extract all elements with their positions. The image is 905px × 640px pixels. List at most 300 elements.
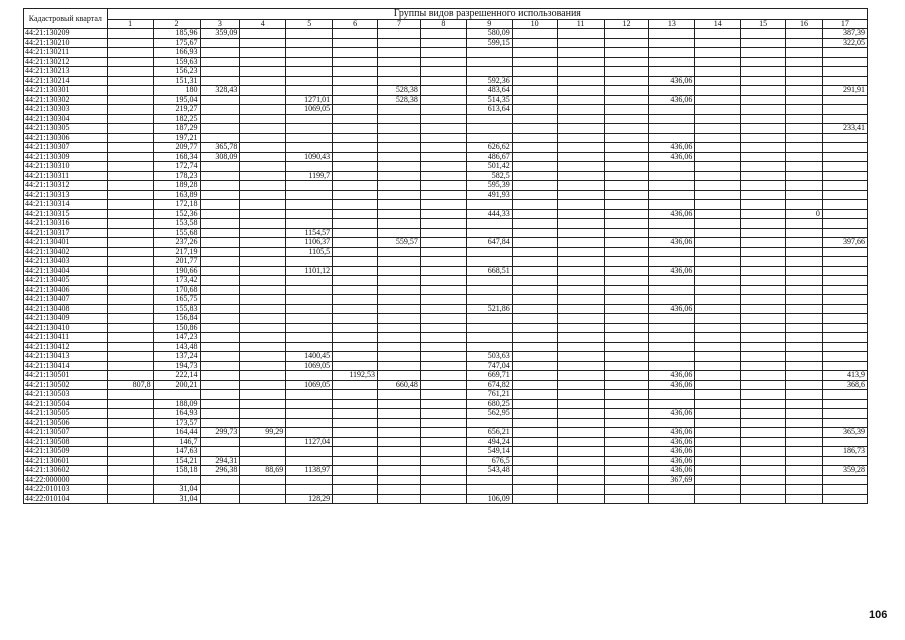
value-cell-group-17 bbox=[822, 114, 867, 124]
value-cell-group-8 bbox=[420, 304, 466, 314]
value-cell-group-7 bbox=[378, 352, 421, 362]
value-cell-group-7 bbox=[378, 390, 421, 400]
value-cell-group-13 bbox=[649, 38, 695, 48]
value-cell-group-10 bbox=[512, 38, 557, 48]
value-cell-group-4 bbox=[240, 323, 286, 333]
cadastral-quarter-cell: 44:21:130212 bbox=[24, 57, 108, 67]
value-cell-group-16 bbox=[786, 323, 823, 333]
value-cell-group-14 bbox=[695, 409, 741, 419]
value-cell-group-16 bbox=[786, 124, 823, 134]
value-cell-group-8 bbox=[420, 67, 466, 77]
value-cell-group-16 bbox=[786, 494, 823, 504]
value-cell-group-17 bbox=[822, 475, 867, 485]
value-cell-group-1 bbox=[107, 437, 153, 447]
value-cell-group-14 bbox=[695, 295, 741, 305]
value-cell-group-16 bbox=[786, 200, 823, 210]
value-cell-group-15 bbox=[741, 342, 786, 352]
value-cell-group-11 bbox=[557, 494, 604, 504]
value-cell-group-1 bbox=[107, 114, 153, 124]
value-cell-group-12 bbox=[604, 323, 649, 333]
value-cell-group-8 bbox=[420, 333, 466, 343]
value-cell-group-15 bbox=[741, 48, 786, 58]
cadastral-quarter-cell: 44:21:130314 bbox=[24, 200, 108, 210]
table-row bbox=[24, 466, 868, 476]
value-cell-group-5 bbox=[286, 67, 333, 77]
value-cell-group-15 bbox=[741, 171, 786, 181]
value-cell-group-13 bbox=[649, 133, 695, 143]
value-cell-group-10 bbox=[512, 323, 557, 333]
value-cell-group-6 bbox=[333, 285, 378, 295]
column-number-2: 2 bbox=[153, 20, 200, 29]
value-cell-group-8 bbox=[420, 38, 466, 48]
value-cell-group-9: 595,39 bbox=[466, 181, 512, 191]
value-cell-group-10 bbox=[512, 152, 557, 162]
value-cell-group-4 bbox=[240, 143, 286, 153]
value-cell-group-5: 1400,45 bbox=[286, 352, 333, 362]
value-cell-group-9: 674,82 bbox=[466, 380, 512, 390]
value-cell-group-5 bbox=[286, 29, 333, 39]
value-cell-group-15 bbox=[741, 304, 786, 314]
value-cell-group-12 bbox=[604, 171, 649, 181]
value-cell-group-5: 1069,05 bbox=[286, 380, 333, 390]
value-cell-group-7 bbox=[378, 428, 421, 438]
value-cell-group-11 bbox=[557, 238, 604, 248]
value-cell-group-17: 368,6 bbox=[822, 380, 867, 390]
value-cell-group-8 bbox=[420, 238, 466, 248]
value-cell-group-10 bbox=[512, 143, 557, 153]
value-cell-group-5: 1105,5 bbox=[286, 247, 333, 257]
value-cell-group-10 bbox=[512, 333, 557, 343]
value-cell-group-6 bbox=[333, 399, 378, 409]
value-cell-group-12 bbox=[604, 447, 649, 457]
value-cell-group-13 bbox=[649, 190, 695, 200]
value-cell-group-7 bbox=[378, 323, 421, 333]
value-cell-group-9 bbox=[466, 333, 512, 343]
value-cell-group-15 bbox=[741, 276, 786, 286]
value-cell-group-8 bbox=[420, 95, 466, 105]
value-cell-group-2: 195,04 bbox=[153, 95, 200, 105]
value-cell-group-5 bbox=[286, 76, 333, 86]
value-cell-group-16 bbox=[786, 390, 823, 400]
value-cell-group-15 bbox=[741, 143, 786, 153]
value-cell-group-15 bbox=[741, 380, 786, 390]
value-cell-group-4 bbox=[240, 285, 286, 295]
value-cell-group-14 bbox=[695, 314, 741, 324]
value-cell-group-4 bbox=[240, 342, 286, 352]
value-cell-group-6 bbox=[333, 409, 378, 419]
value-cell-group-4 bbox=[240, 314, 286, 324]
value-cell-group-3 bbox=[200, 333, 240, 343]
value-cell-group-3 bbox=[200, 105, 240, 115]
value-cell-group-10 bbox=[512, 428, 557, 438]
value-cell-group-4 bbox=[240, 95, 286, 105]
value-cell-group-15 bbox=[741, 418, 786, 428]
value-cell-group-7 bbox=[378, 371, 421, 381]
value-cell-group-12 bbox=[604, 29, 649, 39]
value-cell-group-5: 1271,01 bbox=[286, 95, 333, 105]
table-row bbox=[24, 152, 868, 162]
value-cell-group-8 bbox=[420, 133, 466, 143]
value-cell-group-6 bbox=[333, 124, 378, 134]
value-cell-group-15 bbox=[741, 257, 786, 267]
value-cell-group-15 bbox=[741, 29, 786, 39]
value-cell-group-10 bbox=[512, 190, 557, 200]
value-cell-group-12 bbox=[604, 105, 649, 115]
value-cell-group-1 bbox=[107, 133, 153, 143]
value-cell-group-5: 128,29 bbox=[286, 494, 333, 504]
cadastral-quarter-cell: 44:21:130503 bbox=[24, 390, 108, 400]
value-cell-group-13 bbox=[649, 114, 695, 124]
value-cell-group-17 bbox=[822, 200, 867, 210]
value-cell-group-3: 299,73 bbox=[200, 428, 240, 438]
value-cell-group-8 bbox=[420, 314, 466, 324]
value-cell-group-2 bbox=[153, 390, 200, 400]
value-cell-group-14 bbox=[695, 162, 741, 172]
value-cell-group-7 bbox=[378, 342, 421, 352]
value-cell-group-6 bbox=[333, 494, 378, 504]
value-cell-group-4 bbox=[240, 418, 286, 428]
value-cell-group-14 bbox=[695, 48, 741, 58]
value-cell-group-1 bbox=[107, 152, 153, 162]
value-cell-group-14 bbox=[695, 95, 741, 105]
table-row bbox=[24, 475, 868, 485]
value-cell-group-3 bbox=[200, 295, 240, 305]
value-cell-group-3 bbox=[200, 219, 240, 229]
value-cell-group-2 bbox=[153, 475, 200, 485]
value-cell-group-9 bbox=[466, 314, 512, 324]
value-cell-group-15 bbox=[741, 57, 786, 67]
value-cell-group-4: 88,69 bbox=[240, 466, 286, 476]
value-cell-group-17 bbox=[822, 342, 867, 352]
value-cell-group-12 bbox=[604, 494, 649, 504]
value-cell-group-1 bbox=[107, 238, 153, 248]
value-cell-group-2: 188,09 bbox=[153, 399, 200, 409]
value-cell-group-4 bbox=[240, 133, 286, 143]
value-cell-group-8 bbox=[420, 247, 466, 257]
value-cell-group-2: 154,21 bbox=[153, 456, 200, 466]
cadastral-quarter-cell: 44:21:130213 bbox=[24, 67, 108, 77]
value-cell-group-12 bbox=[604, 228, 649, 238]
value-cell-group-6 bbox=[333, 257, 378, 267]
cadastral-quarter-cell: 44:21:130401 bbox=[24, 238, 108, 248]
value-cell-group-9: 599,15 bbox=[466, 38, 512, 48]
value-cell-group-16: 0 bbox=[786, 209, 823, 219]
value-cell-group-4 bbox=[240, 485, 286, 495]
value-cell-group-3 bbox=[200, 95, 240, 105]
value-cell-group-17 bbox=[822, 390, 867, 400]
value-cell-group-14 bbox=[695, 238, 741, 248]
value-cell-group-16 bbox=[786, 38, 823, 48]
value-cell-group-1 bbox=[107, 428, 153, 438]
value-cell-group-11 bbox=[557, 133, 604, 143]
value-cell-group-2: 197,21 bbox=[153, 133, 200, 143]
value-cell-group-14 bbox=[695, 152, 741, 162]
value-cell-group-9: 626,62 bbox=[466, 143, 512, 153]
value-cell-group-6 bbox=[333, 323, 378, 333]
value-cell-group-17 bbox=[822, 181, 867, 191]
value-cell-group-12 bbox=[604, 57, 649, 67]
value-cell-group-10 bbox=[512, 105, 557, 115]
column-number-15: 15 bbox=[741, 20, 786, 29]
value-cell-group-11 bbox=[557, 447, 604, 457]
table-row bbox=[24, 57, 868, 67]
value-cell-group-17 bbox=[822, 67, 867, 77]
value-cell-group-11 bbox=[557, 95, 604, 105]
value-cell-group-16 bbox=[786, 380, 823, 390]
value-cell-group-9: 761,21 bbox=[466, 390, 512, 400]
value-cell-group-6 bbox=[333, 200, 378, 210]
value-cell-group-5 bbox=[286, 209, 333, 219]
value-cell-group-8 bbox=[420, 456, 466, 466]
table-row bbox=[24, 67, 868, 77]
table-row bbox=[24, 171, 868, 181]
value-cell-group-16 bbox=[786, 485, 823, 495]
value-cell-group-6 bbox=[333, 152, 378, 162]
value-cell-group-2: 201,77 bbox=[153, 257, 200, 267]
value-cell-group-12 bbox=[604, 133, 649, 143]
value-cell-group-11 bbox=[557, 437, 604, 447]
value-cell-group-7 bbox=[378, 418, 421, 428]
value-cell-group-6: 1192,53 bbox=[333, 371, 378, 381]
table-row bbox=[24, 105, 868, 115]
cadastral-quarter-cell: 44:21:130306 bbox=[24, 133, 108, 143]
table-row bbox=[24, 200, 868, 210]
value-cell-group-7 bbox=[378, 200, 421, 210]
value-cell-group-10 bbox=[512, 390, 557, 400]
value-cell-group-13: 436,06 bbox=[649, 152, 695, 162]
value-cell-group-9: 647,84 bbox=[466, 238, 512, 248]
header-usage-groups: Группы видов разрешенного использования bbox=[107, 9, 867, 20]
value-cell-group-3 bbox=[200, 276, 240, 286]
value-cell-group-11 bbox=[557, 228, 604, 238]
value-cell-group-13 bbox=[649, 29, 695, 39]
value-cell-group-2: 170,68 bbox=[153, 285, 200, 295]
value-cell-group-6 bbox=[333, 352, 378, 362]
cadastral-quarter-cell: 44:21:130316 bbox=[24, 219, 108, 229]
table-row bbox=[24, 266, 868, 276]
value-cell-group-8 bbox=[420, 342, 466, 352]
value-cell-group-17 bbox=[822, 152, 867, 162]
value-cell-group-17 bbox=[822, 323, 867, 333]
value-cell-group-11 bbox=[557, 257, 604, 267]
value-cell-group-15 bbox=[741, 409, 786, 419]
value-cell-group-12 bbox=[604, 371, 649, 381]
column-number-13: 13 bbox=[649, 20, 695, 29]
table-row bbox=[24, 209, 868, 219]
value-cell-group-4 bbox=[240, 228, 286, 238]
value-cell-group-1 bbox=[107, 181, 153, 191]
value-cell-group-4 bbox=[240, 456, 286, 466]
value-cell-group-1 bbox=[107, 409, 153, 419]
value-cell-group-17 bbox=[822, 105, 867, 115]
value-cell-group-15 bbox=[741, 456, 786, 466]
value-cell-group-16 bbox=[786, 247, 823, 257]
value-cell-group-11 bbox=[557, 162, 604, 172]
value-cell-group-1 bbox=[107, 76, 153, 86]
value-cell-group-12 bbox=[604, 304, 649, 314]
value-cell-group-10 bbox=[512, 238, 557, 248]
cadastral-quarter-cell: 44:21:130307 bbox=[24, 143, 108, 153]
cadastral-quarter-cell: 44:21:130509 bbox=[24, 447, 108, 457]
value-cell-group-9: 668,51 bbox=[466, 266, 512, 276]
value-cell-group-17 bbox=[822, 219, 867, 229]
value-cell-group-2: 222,14 bbox=[153, 371, 200, 381]
value-cell-group-14 bbox=[695, 133, 741, 143]
value-cell-group-1 bbox=[107, 171, 153, 181]
value-cell-group-11 bbox=[557, 399, 604, 409]
value-cell-group-17 bbox=[822, 314, 867, 324]
value-cell-group-13 bbox=[649, 352, 695, 362]
value-cell-group-6 bbox=[333, 86, 378, 96]
value-cell-group-4: 99,29 bbox=[240, 428, 286, 438]
value-cell-group-13 bbox=[649, 314, 695, 324]
value-cell-group-10 bbox=[512, 162, 557, 172]
value-cell-group-15 bbox=[741, 200, 786, 210]
column-number-1: 1 bbox=[107, 20, 153, 29]
value-cell-group-13 bbox=[649, 181, 695, 191]
cadastral-quarter-cell: 44:21:130311 bbox=[24, 171, 108, 181]
value-cell-group-4 bbox=[240, 266, 286, 276]
value-cell-group-3 bbox=[200, 399, 240, 409]
value-cell-group-13 bbox=[649, 124, 695, 134]
value-cell-group-16 bbox=[786, 352, 823, 362]
value-cell-group-8 bbox=[420, 380, 466, 390]
table-row bbox=[24, 143, 868, 153]
table-row bbox=[24, 428, 868, 438]
value-cell-group-7 bbox=[378, 494, 421, 504]
table-row bbox=[24, 228, 868, 238]
value-cell-group-14 bbox=[695, 399, 741, 409]
value-cell-group-9 bbox=[466, 418, 512, 428]
value-cell-group-10 bbox=[512, 466, 557, 476]
value-cell-group-7 bbox=[378, 333, 421, 343]
value-cell-group-12 bbox=[604, 485, 649, 495]
table-row bbox=[24, 124, 868, 134]
value-cell-group-17 bbox=[822, 304, 867, 314]
value-cell-group-8 bbox=[420, 162, 466, 172]
value-cell-group-17 bbox=[822, 494, 867, 504]
value-cell-group-4 bbox=[240, 124, 286, 134]
value-cell-group-3: 296,38 bbox=[200, 466, 240, 476]
value-cell-group-11 bbox=[557, 38, 604, 48]
value-cell-group-13: 436,06 bbox=[649, 238, 695, 248]
value-cell-group-1 bbox=[107, 29, 153, 39]
value-cell-group-8 bbox=[420, 475, 466, 485]
value-cell-group-5: 1069,05 bbox=[286, 361, 333, 371]
value-cell-group-15 bbox=[741, 285, 786, 295]
value-cell-group-11 bbox=[557, 276, 604, 286]
value-cell-group-6 bbox=[333, 437, 378, 447]
value-cell-group-14 bbox=[695, 285, 741, 295]
value-cell-group-8 bbox=[420, 276, 466, 286]
value-cell-group-1 bbox=[107, 57, 153, 67]
value-cell-group-16 bbox=[786, 114, 823, 124]
value-cell-group-1 bbox=[107, 399, 153, 409]
value-cell-group-16 bbox=[786, 314, 823, 324]
value-cell-group-13 bbox=[649, 228, 695, 238]
value-cell-group-11 bbox=[557, 247, 604, 257]
value-cell-group-15 bbox=[741, 399, 786, 409]
value-cell-group-12 bbox=[604, 86, 649, 96]
value-cell-group-13 bbox=[649, 105, 695, 115]
value-cell-group-11 bbox=[557, 428, 604, 438]
value-cell-group-2: 31,04 bbox=[153, 485, 200, 495]
value-cell-group-4 bbox=[240, 333, 286, 343]
value-cell-group-5 bbox=[286, 219, 333, 229]
value-cell-group-4 bbox=[240, 409, 286, 419]
value-cell-group-11 bbox=[557, 86, 604, 96]
value-cell-group-1 bbox=[107, 228, 153, 238]
value-cell-group-9: 592,36 bbox=[466, 76, 512, 86]
value-cell-group-2: 217,19 bbox=[153, 247, 200, 257]
value-cell-group-14 bbox=[695, 361, 741, 371]
value-cell-group-17 bbox=[822, 57, 867, 67]
value-cell-group-4 bbox=[240, 67, 286, 77]
value-cell-group-12 bbox=[604, 314, 649, 324]
value-cell-group-9 bbox=[466, 67, 512, 77]
value-cell-group-7: 660,48 bbox=[378, 380, 421, 390]
value-cell-group-10 bbox=[512, 57, 557, 67]
cadastral-quarter-cell: 44:21:130315 bbox=[24, 209, 108, 219]
value-cell-group-9: 106,09 bbox=[466, 494, 512, 504]
value-cell-group-13: 436,06 bbox=[649, 304, 695, 314]
cadastral-quarter-cell: 44:21:130507 bbox=[24, 428, 108, 438]
value-cell-group-15 bbox=[741, 323, 786, 333]
value-cell-group-2: 163,89 bbox=[153, 190, 200, 200]
cadastral-quarter-cell: 44:21:130402 bbox=[24, 247, 108, 257]
value-cell-group-6 bbox=[333, 361, 378, 371]
value-cell-group-3 bbox=[200, 38, 240, 48]
value-cell-group-14 bbox=[695, 304, 741, 314]
value-cell-group-9: 669,71 bbox=[466, 371, 512, 381]
value-cell-group-17: 291,91 bbox=[822, 86, 867, 96]
value-cell-group-12 bbox=[604, 219, 649, 229]
column-number-4: 4 bbox=[240, 20, 286, 29]
value-cell-group-7 bbox=[378, 266, 421, 276]
value-cell-group-16 bbox=[786, 456, 823, 466]
value-cell-group-14 bbox=[695, 352, 741, 362]
value-cell-group-9 bbox=[466, 114, 512, 124]
value-cell-group-13 bbox=[649, 247, 695, 257]
value-cell-group-11 bbox=[557, 390, 604, 400]
value-cell-group-5 bbox=[286, 86, 333, 96]
value-cell-group-16 bbox=[786, 409, 823, 419]
value-cell-group-9: 543,48 bbox=[466, 466, 512, 476]
value-cell-group-8 bbox=[420, 200, 466, 210]
value-cell-group-12 bbox=[604, 247, 649, 257]
value-cell-group-4 bbox=[240, 238, 286, 248]
value-cell-group-14 bbox=[695, 190, 741, 200]
value-cell-group-12 bbox=[604, 409, 649, 419]
value-cell-group-4 bbox=[240, 475, 286, 485]
value-cell-group-2: 190,66 bbox=[153, 266, 200, 276]
value-cell-group-10 bbox=[512, 285, 557, 295]
value-cell-group-1 bbox=[107, 342, 153, 352]
value-cell-group-17: 186,73 bbox=[822, 447, 867, 457]
value-cell-group-4 bbox=[240, 86, 286, 96]
value-cell-group-10 bbox=[512, 266, 557, 276]
value-cell-group-13 bbox=[649, 333, 695, 343]
value-cell-group-3 bbox=[200, 418, 240, 428]
value-cell-group-4 bbox=[240, 447, 286, 457]
value-cell-group-3 bbox=[200, 257, 240, 267]
value-cell-group-1 bbox=[107, 257, 153, 267]
value-cell-group-5 bbox=[286, 190, 333, 200]
value-cell-group-11 bbox=[557, 114, 604, 124]
value-cell-group-11 bbox=[557, 219, 604, 229]
value-cell-group-4 bbox=[240, 152, 286, 162]
value-cell-group-1: 807,8 bbox=[107, 380, 153, 390]
